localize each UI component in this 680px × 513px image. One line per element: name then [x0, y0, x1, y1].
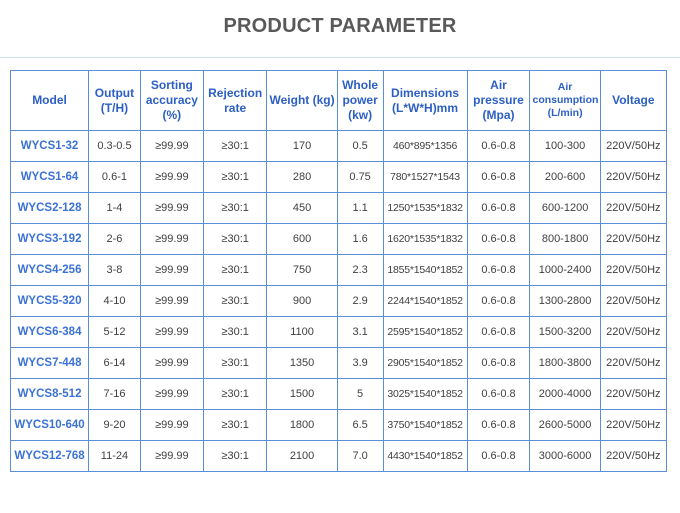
cell: 0.6-0.8	[467, 379, 530, 410]
cell: 220V/50Hz	[600, 441, 666, 472]
cell: 460*895*1356	[383, 131, 467, 162]
table-header-row	[11, 71, 667, 131]
model-cell: WYCS6-384	[11, 317, 89, 348]
cell: 1.1	[337, 193, 383, 224]
table-row	[11, 379, 667, 410]
cell: 0.6-0.8	[467, 224, 530, 255]
model-cell: WYCS1-32	[11, 131, 89, 162]
cell: 1500-3200	[530, 317, 600, 348]
cell: 220V/50Hz	[600, 410, 666, 441]
cell: 0.6-0.8	[467, 348, 530, 379]
model-cell: WYCS8-512	[11, 379, 89, 410]
cell: ≥30:1	[203, 317, 267, 348]
cell: 6.5	[337, 410, 383, 441]
cell: 1250*1535*1832	[383, 193, 467, 224]
cell: 1855*1540*1852	[383, 255, 467, 286]
cell: 450	[267, 193, 337, 224]
table-row	[11, 131, 667, 162]
cell: 0.6-1	[89, 162, 141, 193]
cell: 0.6-0.8	[467, 255, 530, 286]
cell: 280	[267, 162, 337, 193]
cell: 0.6-0.8	[467, 317, 530, 348]
cell: 2600-5000	[530, 410, 600, 441]
cell: ≥30:1	[203, 255, 267, 286]
cell: 1300-2800	[530, 286, 600, 317]
cell: 2.3	[337, 255, 383, 286]
column-header-sorting-accuracy: Sorting accuracy (%)	[140, 71, 203, 131]
cell: ≥30:1	[203, 410, 267, 441]
cell: 1800	[267, 410, 337, 441]
cell: 780*1527*1543	[383, 162, 467, 193]
cell: 4-10	[89, 286, 141, 317]
cell: 2.9	[337, 286, 383, 317]
cell: 220V/50Hz	[600, 286, 666, 317]
cell: 2000-4000	[530, 379, 600, 410]
table-row	[11, 193, 667, 224]
column-header-whole-power-kw: Whole power (kw)	[337, 71, 383, 131]
model-cell: WYCS7-448	[11, 348, 89, 379]
cell: 750	[267, 255, 337, 286]
cell: 3.9	[337, 348, 383, 379]
cell: ≥99.99	[140, 348, 203, 379]
cell: 1620*1535*1832	[383, 224, 467, 255]
cell: ≥99.99	[140, 286, 203, 317]
table-body	[11, 131, 667, 472]
product-parameter-table	[10, 70, 667, 472]
page-title: PRODUCT PARAMETER	[223, 15, 457, 37]
column-header-output-t-h: Output (T/H)	[89, 71, 141, 131]
cell: 7.0	[337, 441, 383, 472]
table-row	[11, 348, 667, 379]
cell: 3025*1540*1852	[383, 379, 467, 410]
cell: 11-24	[89, 441, 141, 472]
cell: ≥30:1	[203, 162, 267, 193]
cell: 0.6-0.8	[467, 162, 530, 193]
cell: 4430*1540*1852	[383, 441, 467, 472]
cell: ≥99.99	[140, 410, 203, 441]
cell: 6-14	[89, 348, 141, 379]
column-header-dimensions-l-w-h-mm: Dimensions (L*W*H)mm	[383, 71, 467, 131]
cell: 3750*1540*1852	[383, 410, 467, 441]
cell: 9-20	[89, 410, 141, 441]
column-header-model: Model	[11, 71, 89, 131]
cell: 3.1	[337, 317, 383, 348]
cell: 0.75	[337, 162, 383, 193]
cell: ≥30:1	[203, 379, 267, 410]
cell: 0.3-0.5	[89, 131, 141, 162]
cell: 2595*1540*1852	[383, 317, 467, 348]
cell: ≥99.99	[140, 379, 203, 410]
cell: 2905*1540*1852	[383, 348, 467, 379]
cell: 600	[267, 224, 337, 255]
cell: 3-8	[89, 255, 141, 286]
cell: ≥99.99	[140, 193, 203, 224]
cell: ≥99.99	[140, 224, 203, 255]
cell: 220V/50Hz	[600, 224, 666, 255]
cell: 600-1200	[530, 193, 600, 224]
cell: 2100	[267, 441, 337, 472]
table-row	[11, 162, 667, 193]
cell: 220V/50Hz	[600, 379, 666, 410]
model-cell: WYCS5-320	[11, 286, 89, 317]
cell: ≥30:1	[203, 441, 267, 472]
cell: 3000-6000	[530, 441, 600, 472]
table-row	[11, 441, 667, 472]
cell: 220V/50Hz	[600, 255, 666, 286]
cell: 1-4	[89, 193, 141, 224]
cell: ≥99.99	[140, 162, 203, 193]
cell: 1500	[267, 379, 337, 410]
cell: 5	[337, 379, 383, 410]
column-header-weight-kg: Weight (kg)	[267, 71, 337, 131]
table-row	[11, 317, 667, 348]
table-row	[11, 224, 667, 255]
cell: 0.6-0.8	[467, 286, 530, 317]
cell: 2244*1540*1852	[383, 286, 467, 317]
cell: 0.6-0.8	[467, 131, 530, 162]
cell: 800-1800	[530, 224, 600, 255]
model-cell: WYCS1-64	[11, 162, 89, 193]
cell: 220V/50Hz	[600, 131, 666, 162]
cell: 0.6-0.8	[467, 193, 530, 224]
cell: 0.5	[337, 131, 383, 162]
cell: 5-12	[89, 317, 141, 348]
divider	[0, 57, 680, 58]
cell: 220V/50Hz	[600, 348, 666, 379]
cell: ≥30:1	[203, 286, 267, 317]
table-row	[11, 410, 667, 441]
cell: 1.6	[337, 224, 383, 255]
cell: 200-600	[530, 162, 600, 193]
model-cell: WYCS12-768	[11, 441, 89, 472]
column-header-air-consumption-l-min: Air consumption (L/min)	[530, 71, 600, 131]
model-cell: WYCS4-256	[11, 255, 89, 286]
cell: 7-16	[89, 379, 141, 410]
cell: 900	[267, 286, 337, 317]
model-cell: WYCS3-192	[11, 224, 89, 255]
cell: 1000-2400	[530, 255, 600, 286]
cell: ≥30:1	[203, 193, 267, 224]
table-row	[11, 255, 667, 286]
cell: ≥99.99	[140, 131, 203, 162]
cell: 2-6	[89, 224, 141, 255]
cell: 100-300	[530, 131, 600, 162]
cell: ≥99.99	[140, 317, 203, 348]
column-header-air-pressure-mpa: Air pressure (Mpa)	[467, 71, 530, 131]
cell: ≥30:1	[203, 224, 267, 255]
cell: ≥99.99	[140, 255, 203, 286]
cell: 1800-3800	[530, 348, 600, 379]
cell: ≥30:1	[203, 131, 267, 162]
cell: ≥99.99	[140, 441, 203, 472]
cell: 220V/50Hz	[600, 193, 666, 224]
cell: ≥30:1	[203, 348, 267, 379]
model-cell: WYCS2-128	[11, 193, 89, 224]
column-header-rejection-rate: Rejection rate	[203, 71, 267, 131]
column-header-voltage: Voltage	[600, 71, 666, 131]
cell: 0.6-0.8	[467, 410, 530, 441]
cell: 220V/50Hz	[600, 317, 666, 348]
cell: 220V/50Hz	[600, 162, 666, 193]
cell: 0.6-0.8	[467, 441, 530, 472]
cell: 170	[267, 131, 337, 162]
model-cell: WYCS10-640	[11, 410, 89, 441]
cell: 1350	[267, 348, 337, 379]
table-row	[11, 286, 667, 317]
cell: 1100	[267, 317, 337, 348]
